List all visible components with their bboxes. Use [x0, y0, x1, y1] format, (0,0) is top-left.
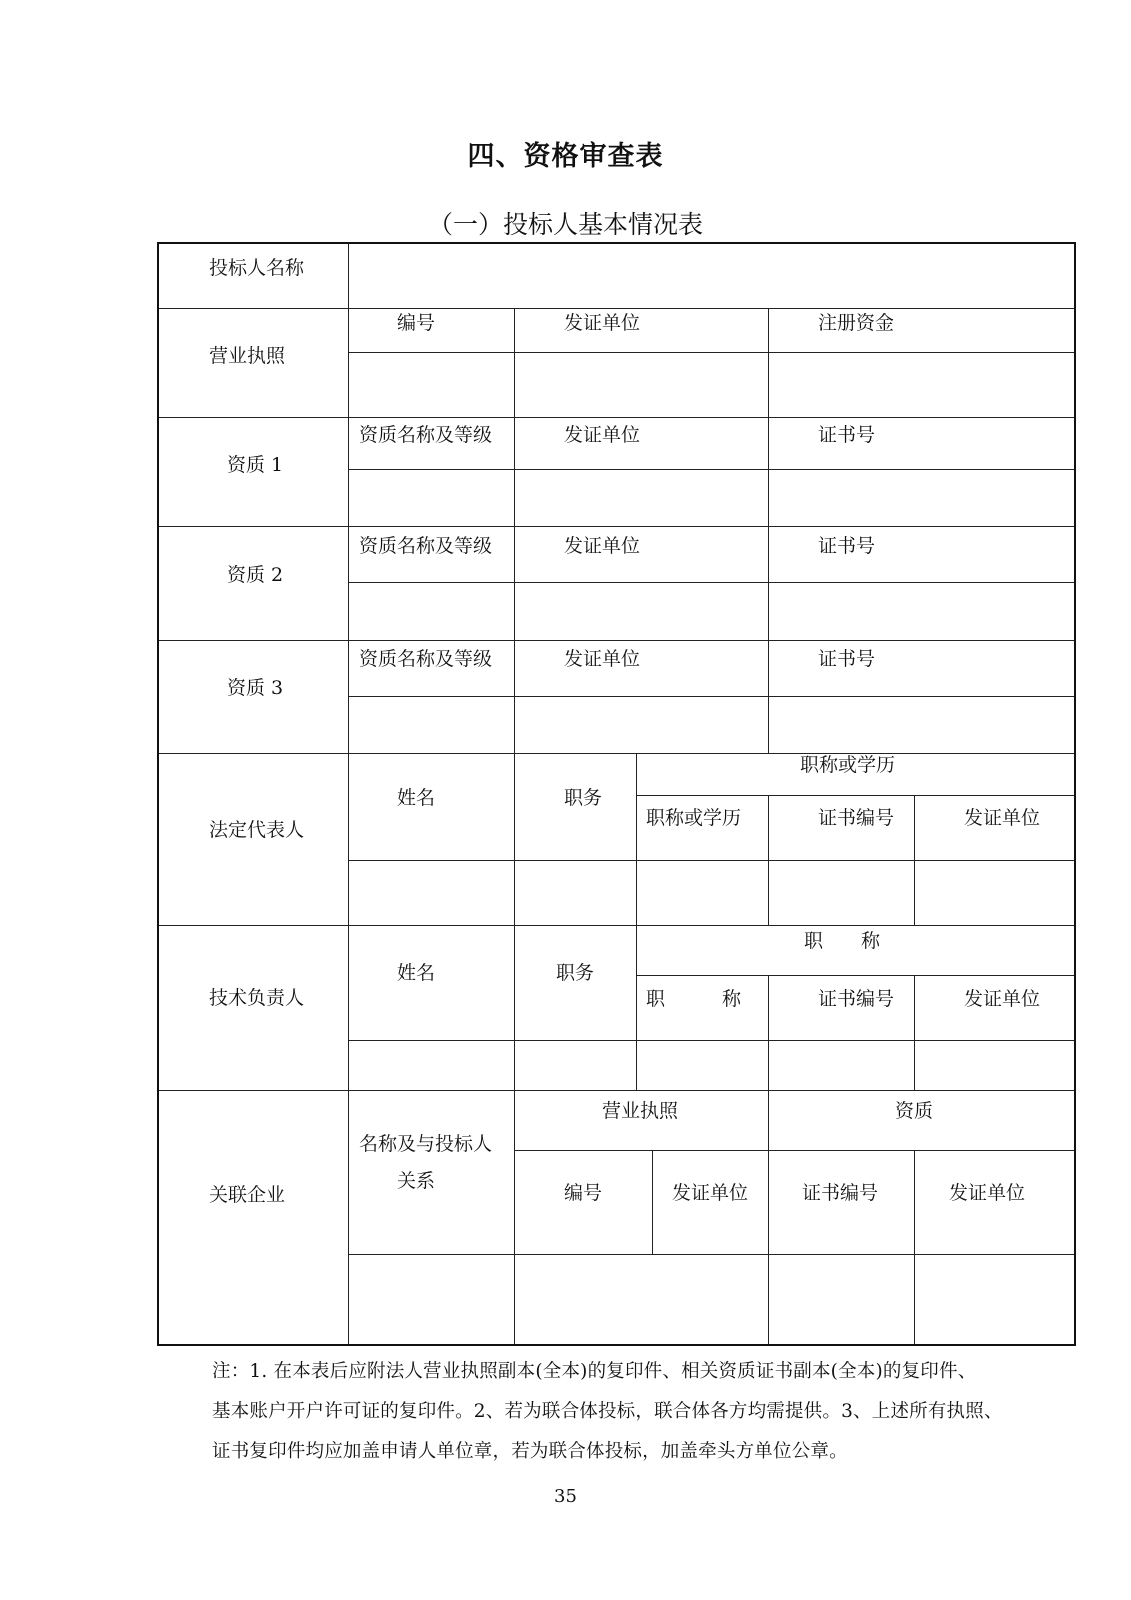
tech-lead-col-position: 职务 [556, 962, 595, 984]
row-divider [159, 417, 1074, 418]
legal-rep-sub-issuer: 发证单位 [964, 807, 1041, 829]
affiliates-sub-issuer: 发证单位 [672, 1182, 749, 1204]
row-divider [349, 582, 1074, 583]
note-line: 证书复印件均应加盖申请人单位章，若为联合体投标，加盖牵头方单位公章。 [212, 1441, 848, 1462]
tech-lead-sub-cert: 证书编号 [818, 988, 895, 1010]
row-divider [636, 975, 1074, 976]
row-divider [349, 696, 1074, 697]
qualification-col-cert: 证书号 [818, 424, 876, 446]
legal-rep-col-position: 职务 [564, 787, 603, 809]
table-title: （一）投标人基本情况表 [427, 210, 703, 239]
column-divider [914, 795, 915, 925]
tech-lead-sub-issuer: 发证单位 [964, 988, 1041, 1010]
page-title: 四、资格审查表 [467, 141, 664, 172]
column-divider [914, 1150, 915, 1344]
row-divider [159, 925, 1074, 926]
qualification-col-name: 资质名称及等级 [359, 424, 493, 446]
affiliates-label: 关联企业 [209, 1184, 286, 1206]
row-divider [349, 1040, 1074, 1041]
bidder-info-table [157, 242, 1076, 1346]
affiliates-sub-issuer-2: 发证单位 [949, 1182, 1026, 1204]
note-line: 注：1. 在本表后应附法人营业执照副本(全本)的复印件、相关资质证书副本(全本)的复印件、 [212, 1361, 977, 1382]
license-col-issuer: 发证单位 [564, 312, 641, 334]
qualification-label: 资质 2 [227, 564, 284, 586]
legal-rep-sub-cert: 证书编号 [818, 807, 895, 829]
affiliates-col-name-line2: 关系 [397, 1170, 436, 1192]
row-divider [636, 795, 1074, 796]
affiliates-sub-number: 编号 [564, 1182, 603, 1204]
affiliates-col-name-line1: 名称及与投标人 [359, 1133, 493, 1155]
affiliates-sub-cert: 证书编号 [802, 1182, 879, 1204]
license-col-number: 编号 [397, 312, 436, 334]
legal-rep-label: 法定代表人 [209, 819, 305, 841]
row-divider [159, 1090, 1074, 1091]
qualification-label: 资质 3 [227, 677, 284, 699]
column-divider [348, 244, 349, 1344]
license-label: 营业执照 [209, 345, 286, 367]
qualification-col-name: 资质名称及等级 [359, 648, 493, 670]
qualification-col-cert: 证书号 [818, 648, 876, 670]
legal-rep-col-name: 姓名 [397, 787, 436, 809]
column-divider [652, 1150, 653, 1254]
column-divider [636, 753, 637, 1090]
row-divider [349, 860, 1074, 861]
license-col-capital: 注册资金 [818, 312, 895, 334]
affiliates-group-qualification: 资质 [895, 1100, 934, 1122]
qualification-col-issuer: 发证单位 [564, 648, 641, 670]
row-divider [159, 753, 1074, 754]
qualification-col-issuer: 发证单位 [564, 535, 641, 557]
column-divider [914, 975, 915, 1090]
tech-lead-sub-title: 职 称 [646, 988, 742, 1010]
column-divider [514, 308, 515, 1344]
column-divider [768, 795, 769, 925]
row-divider [349, 1254, 1074, 1255]
row-divider [349, 469, 1074, 470]
tech-lead-label: 技术负责人 [209, 987, 305, 1009]
note-line: 基本账户开户许可证的复印件。2、若为联合体投标，联合体各方均需提供。3、上述所有执照、 [212, 1401, 1003, 1422]
row-divider [159, 640, 1074, 641]
qualification-label: 资质 1 [227, 454, 284, 476]
affiliates-group-license: 营业执照 [602, 1100, 679, 1122]
column-divider [768, 975, 769, 1090]
page-number: 35 [554, 1486, 577, 1507]
column-divider [768, 308, 769, 753]
row-divider [159, 526, 1074, 527]
column-divider [768, 1090, 769, 1344]
qualification-col-name: 资质名称及等级 [359, 535, 493, 557]
qualification-col-issuer: 发证单位 [564, 424, 641, 446]
bidder-name-label: 投标人名称 [209, 257, 305, 279]
tech-lead-group-header: 职 称 [804, 930, 881, 952]
legal-rep-sub-title: 职称或学历 [646, 807, 742, 829]
qualification-col-cert: 证书号 [818, 535, 876, 557]
row-divider [349, 352, 1074, 353]
legal-rep-group-header: 职称或学历 [800, 754, 896, 776]
row-divider [159, 308, 1074, 309]
row-divider [514, 1150, 1074, 1151]
tech-lead-col-name: 姓名 [397, 962, 436, 984]
